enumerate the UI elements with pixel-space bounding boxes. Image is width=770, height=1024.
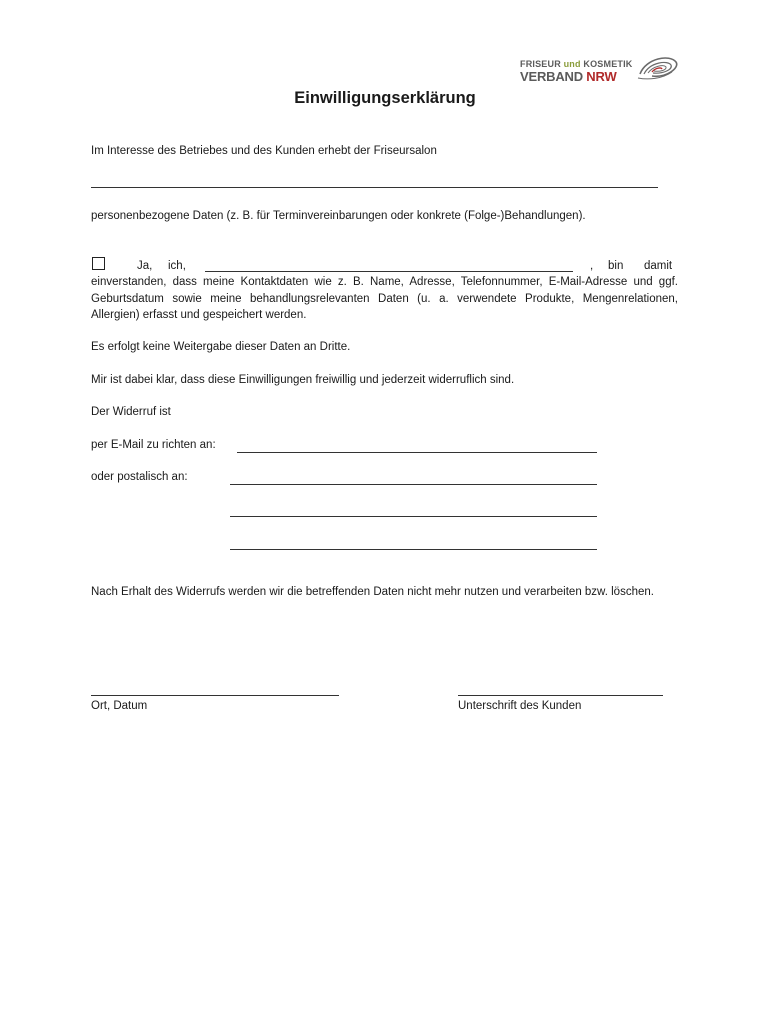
consent-checkbox[interactable] [92,257,105,270]
logo-line-2 [520,69,617,84]
consent-word-ich: ich, [168,260,186,272]
logo-text-verband: VERBAND [520,69,583,84]
customer-name-line[interactable] [205,271,573,272]
after-revocation-text: Nach Erhalt des Widerrufs werden wir die betreffenden Daten nicht mehr nutzen und verarbeiten bzw. löschen. [91,586,654,598]
no-sharing-text: Es erfolgt keine Weitergabe dieser Daten an Dritte. [91,341,351,353]
purpose-text: personenbezogene Daten (z. B. für Terminvereinbarungen oder konkrete (Folge-)Behandlungen). [91,210,586,222]
swirl-logo-icon [636,52,680,84]
logo-line-1 [520,59,633,69]
postal-label: oder postalisch an: [91,471,188,483]
email-label: per E-Mail zu richten an: [91,439,216,451]
postal-address-line-1[interactable] [230,484,597,485]
postal-address-line-3[interactable] [230,549,597,550]
consent-word-damit: damit [644,260,673,272]
voluntary-text: Mir ist dabei klar, dass diese Einwilligungen freiwillig und jederzeit widerruflich sind. [91,374,515,386]
consent-body-text: einverstanden, dass meine Kontaktdaten wie z. B. Name, Adresse, Telefonnummer, E-Mail-Adresse und ggf. Geburtsdatum sowie meine behandlungsrelevanten Daten (u. a. verwendete Produkte, Mengenrelationen, Allergien) erfasst und gespeichert werden. [91,276,678,321]
place-date-label: Ort, Datum [91,700,148,712]
page-title: Einwilligungserklärung [294,89,476,107]
logo-text-und: und [560,59,584,69]
consent-word-bin: bin [608,260,624,272]
email-address-line[interactable] [237,452,597,453]
logo-text-friseur: FRISEUR [520,59,561,69]
salon-name-line[interactable] [91,187,658,188]
place-date-line[interactable] [91,695,339,696]
logo-text-nrw: NRW [582,69,617,84]
consent-comma: , [590,260,594,272]
consent-word-ja: Ja, [137,260,153,272]
customer-signature-line[interactable] [458,695,663,696]
association-logo [518,52,683,88]
customer-signature-label: Unterschrift des Kunden [458,700,582,712]
revocation-intro-text: Der Widerruf ist [91,406,171,418]
intro-text: Im Interesse des Betriebes und des Kunden erhebt der Friseursalon [91,145,437,157]
postal-address-line-2[interactable] [230,516,597,517]
logo-text-kosmetik: KOSMETIK [583,59,633,69]
